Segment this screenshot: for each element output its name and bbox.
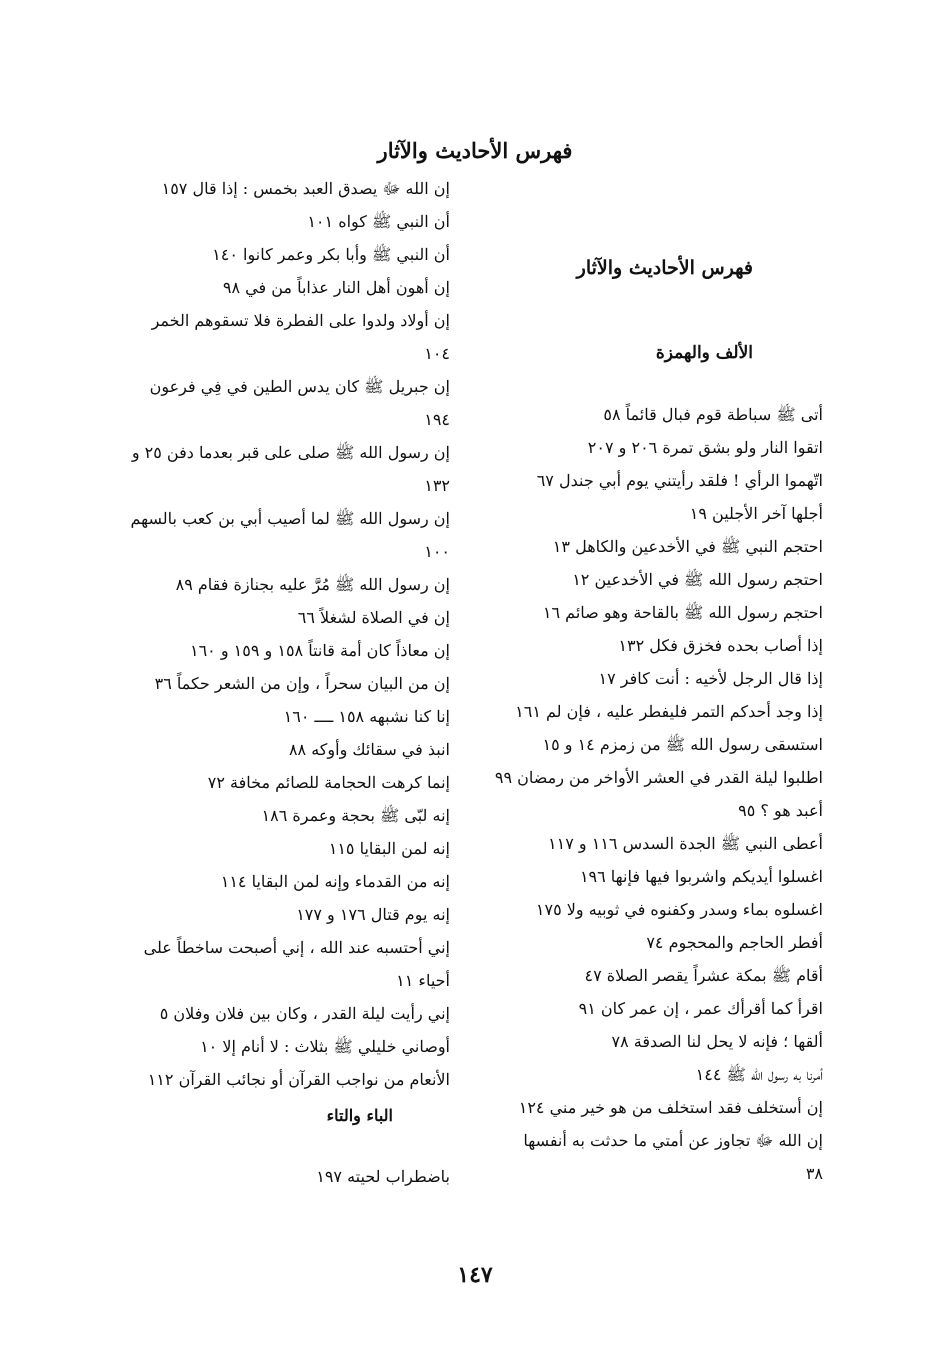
index-entry: إن أهون أهل النار عذاباً من في ٩٨ <box>222 278 450 297</box>
index-entry: انبذ في سقائك وأوكه ٨٨ <box>288 740 450 759</box>
index-entry: إنه لبّى ﷺ بحجة وعمرة ١٨٦ <box>261 806 450 825</box>
index-entry: أمرنا به رسول الله ﷺ ١٤٤ <box>695 1065 823 1084</box>
index-entry: إن معاذاً كان أمة قانتاً ١٥٨ و ١٥٩ و ١٦٠ <box>189 641 450 660</box>
right-column-entries <box>493 398 823 1190</box>
index-entry: احتجم رسول الله ﷺ في الأخدعين ١٢ <box>572 570 823 589</box>
index-entry: إن الله ﷻ تجاوز عن أمتي ما حدثت به أنفسها <box>523 1131 823 1150</box>
index-entry: ١٣٢ <box>424 476 450 495</box>
index-entry: احتجم رسول الله ﷺ بالقاحة وهو صائم ١٦ <box>542 603 823 622</box>
index-entry: باضطراب لحيته ١٩٧ <box>316 1167 450 1186</box>
index-entry: اتقوا النار ولو بشق تمرة ٢٠٦ و ٢٠٧ <box>587 438 823 457</box>
index-entry: احتجم النبي ﷺ في الأخدعين والكاهل ١٣ <box>552 537 823 556</box>
index-entry: إني أحتسبه عند الله ، إني أصبحت ساخطاً على <box>143 938 450 957</box>
index-entry: ١٩٤ <box>424 410 450 429</box>
index-entry: إن أولاد ولدوا على الفطرة فلا تسقوهم الخمر <box>151 311 450 330</box>
index-entry: إذا وجد أحدكم التمر فليفطر عليه ، فإن لم ١٦١ <box>515 702 823 721</box>
index-entry: أعطى النبي ﷺ الجدة السدس ١١٦ و ١١٧ <box>548 834 823 853</box>
left-column-entries <box>120 172 450 1096</box>
index-entry: أتى ﷺ سباطة قوم فبال قائماً ٥٨ <box>603 405 823 424</box>
index-entry: إن من البيان سحراً ، وإن من الشعر حكماً ٣٦ <box>154 674 450 693</box>
index-entry: اغسلوا أيديكم واشربوا فيها فإنها ١٩٦ <box>579 867 823 886</box>
index-entry: إنما كرهت الحجامة للصائم مخافة ٧٢ <box>207 773 450 792</box>
index-entry: إن رسول الله ﷺ لما أصيب أبي بن كعب بالسهم <box>130 509 450 528</box>
index-entry: إن رسول الله ﷺ صلى على قبر بعدما دفن ٢٥ و <box>131 443 450 462</box>
index-entry: أن النبي ﷺ وأبا بكر وعمر كانوا ١٤٠ <box>212 245 450 264</box>
index-entry: إنه من القدماء وإنه لمن البقايا ١١٤ <box>220 872 450 891</box>
index-entry: إن الله ﷻ يصدق العبد بخمس : إذا قال ١٥٧ <box>161 179 450 198</box>
index-entry: أن النبي ﷺ كواه ١٠١ <box>307 212 450 231</box>
index-entry: أفطر الحاجم والمحجوم ٧٤ <box>646 933 823 952</box>
index-entry: أقام ﷺ بمكة عشراً يقصر الصلاة ٤٧ <box>584 966 823 985</box>
index-entry: أعبد هو ؟ ٩٥ <box>738 801 823 820</box>
ba-section-entries <box>120 1160 450 1193</box>
index-entry: ١٠٠ <box>424 542 450 561</box>
index-entry: أحياء ١١ <box>396 971 450 990</box>
index-entry: إن جبريل ﷺ كان يدس الطين في فِي فرعون <box>149 377 450 396</box>
index-entry: اغسلوه بماء وسدر وكفنوه في ثوبيه ولا ١٧٥ <box>535 900 823 919</box>
index-entry: إنه لمن البقايا ١١٥ <box>328 839 450 858</box>
index-entry: ١٠٤ <box>424 344 450 363</box>
page-number: ١٤٧ <box>457 1262 493 1288</box>
index-entry: إن في الصلاة لشغلاً ٦٦ <box>297 608 450 627</box>
running-head: فهرس الأحاديث والآثار <box>377 138 573 163</box>
index-entry: إنه يوم قتال ١٧٦ و ١٧٧ <box>296 905 450 924</box>
section-heading-ba: الباء والتاء <box>326 1106 393 1125</box>
index-entry: اتّهموا الرأي ! فلقد رأيتني يوم أبي جندل ٦٧ <box>536 471 823 490</box>
index-entry: أوصاني خليلي ﷺ بثلاث : لا أنام إلا ١٠ <box>200 1037 450 1056</box>
index-entry: اطلبوا ليلة القدر في العشر الأواخر من رمضان ٩٩ <box>494 768 823 787</box>
index-entry: إذا أصاب بحده فخزق فكل ١٣٢ <box>618 636 823 655</box>
index-entry: إذا قال الرجل لأخيه : أنت كافر ١٧ <box>598 669 823 688</box>
index-entry: ألقها ؛ فإنه لا يحل لنا الصدقة ٧٨ <box>611 1032 823 1051</box>
index-entry: إن أستخلف فقد استخلف من هو خير مني ١٢٤ <box>518 1098 823 1117</box>
index-entry: ٣٨ <box>805 1164 823 1183</box>
index-entry: إن رسول الله ﷺ مُرَّ عليه بجنازة فقام ٨٩ <box>175 575 450 594</box>
index-entry: إنا كنا نشبهه ١٥٨ ــــ ١٦٠ <box>283 707 450 726</box>
section-heading-alif: الألف والهمزة <box>655 343 753 363</box>
index-entry: أجلها آخر الأجلين ١٩ <box>689 504 823 523</box>
index-entry: اقرأ كما أقرأك عمر ، إن عمر كان ٩١ <box>578 999 823 1018</box>
index-entry: استسقى رسول الله ﷺ من زمزم ١٤ و ١٥ <box>542 735 823 754</box>
index-entry: إني رأيت ليلة القدر ، وكان بين فلان وفلان ٥ <box>159 1004 450 1023</box>
index-title: فهرس الأحاديث والآثار <box>576 257 753 279</box>
index-entry: الأنعام من نواجب القرآن أو نجائب القرآن ١١٢ <box>147 1070 450 1089</box>
